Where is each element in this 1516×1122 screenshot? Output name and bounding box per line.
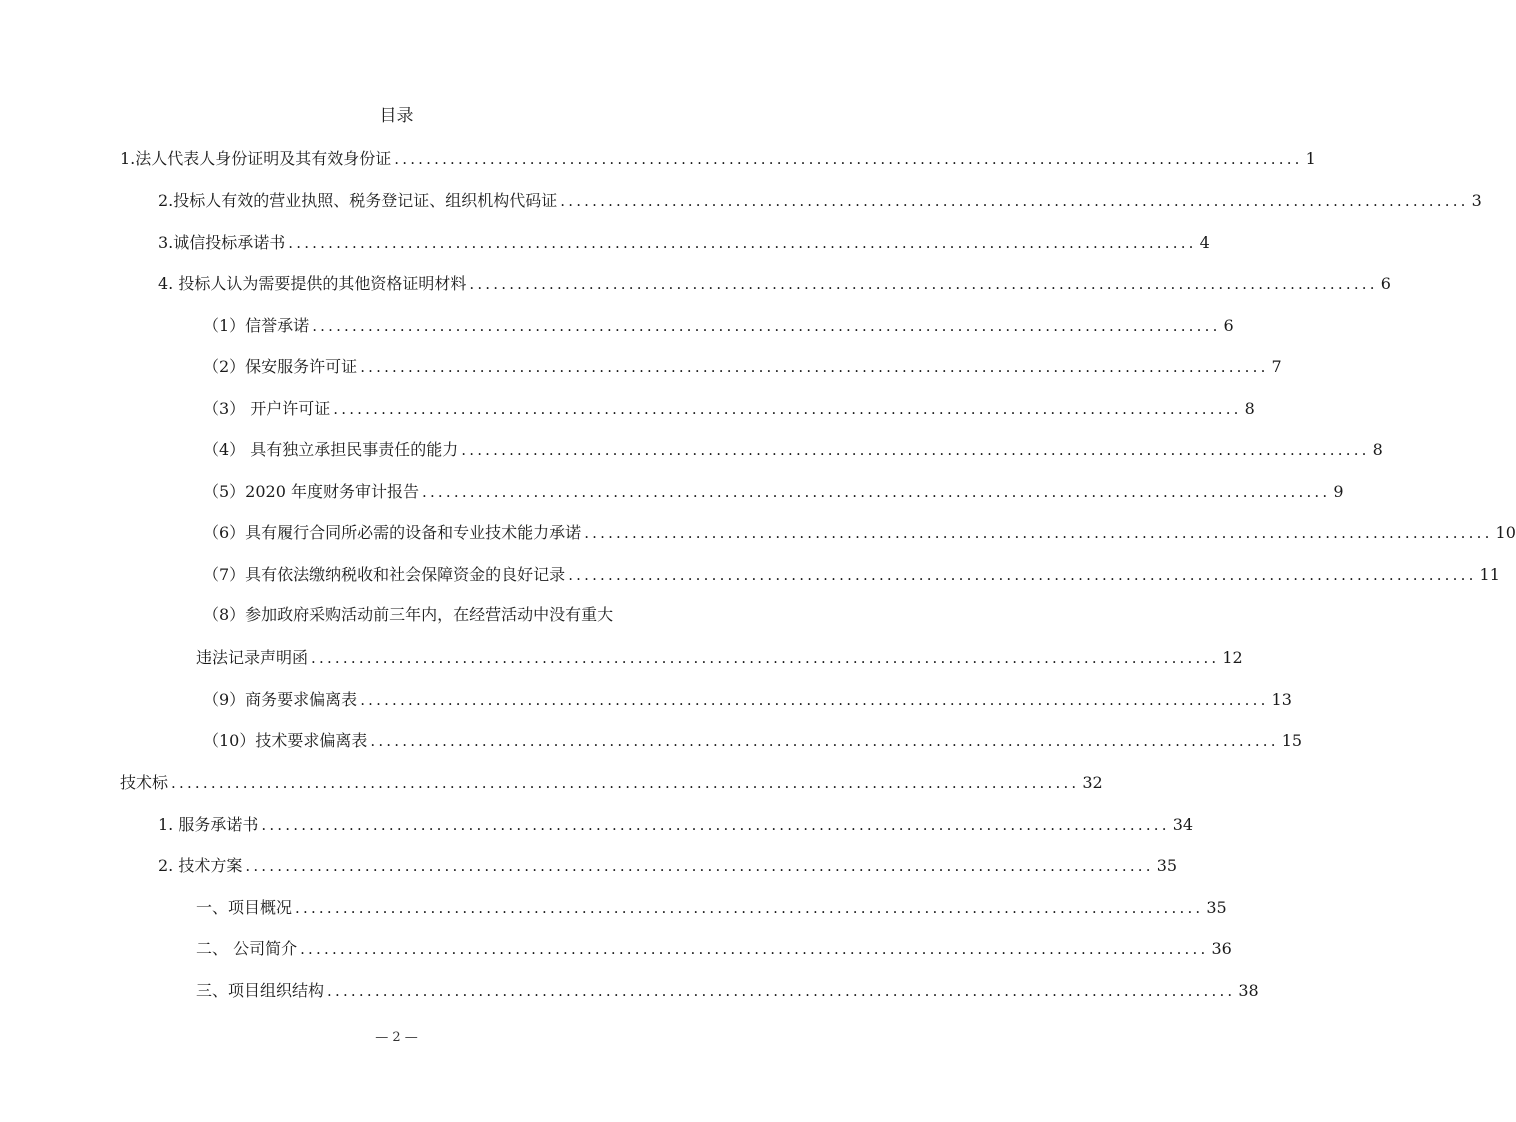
page-number: 11: [1479, 565, 1500, 584]
toc-label: 1.法人代表人身份证明及其有效身份证: [120, 149, 392, 168]
toc-entry-4-1[interactable]: [203, 313, 1234, 337]
dot-leader: ..................................................................................................................: [394, 150, 1303, 168]
toc-entry-4-3[interactable]: [203, 396, 1255, 420]
toc-label: 3.诚信投标承诺书: [158, 233, 286, 252]
dot-leader: ..................................................................................................................: [560, 192, 1469, 210]
page-number: 8: [1372, 440, 1383, 459]
toc-entry-project-overview[interactable]: [196, 895, 1227, 919]
page-number: 1: [1305, 149, 1316, 168]
toc-entry-1[interactable]: [120, 146, 1316, 170]
toc-title: 目录: [379, 106, 414, 126]
dot-leader: ..................................................................................................................: [171, 774, 1080, 792]
page-number: 8: [1244, 399, 1255, 418]
dot-leader: ..................................................................................................................: [461, 441, 1370, 459]
page-number: 12: [1222, 648, 1243, 667]
dot-leader: ..................................................................................................................: [327, 982, 1236, 1000]
page-number: 38: [1238, 981, 1259, 1000]
toc-entry-3[interactable]: [158, 230, 1210, 254]
page-number: 35: [1156, 856, 1178, 875]
toc-entry-4[interactable]: [158, 271, 1391, 295]
toc-label: 1. 服务承诺书: [158, 815, 259, 834]
page-number: 15: [1281, 731, 1303, 750]
page-number: 13: [1271, 690, 1292, 709]
page-number: 34: [1172, 815, 1194, 834]
page-number: 6: [1380, 274, 1391, 293]
toc-label: （10）技术要求偏离表: [203, 731, 368, 750]
dot-leader: ..................................................................................................................: [311, 649, 1220, 667]
dot-leader: ..................................................................................................................: [312, 317, 1221, 335]
toc-label: 4. 投标人认为需要提供的其他资格证明材料: [158, 274, 467, 293]
toc-label: （9）商务要求偏离表: [203, 690, 358, 709]
toc-label: （4） 具有独立承担民事责任的能力: [203, 440, 459, 459]
toc-entry-4-4[interactable]: [203, 437, 1383, 461]
dot-leader: ..................................................................................................................: [245, 857, 1154, 875]
toc-label: 技术标: [120, 773, 169, 792]
toc-label: （3） 开户许可证: [203, 399, 331, 418]
page-number: 7: [1271, 357, 1282, 376]
toc-entry-4-2[interactable]: [203, 354, 1282, 378]
toc-entry-4-8-line1[interactable]: [203, 604, 673, 628]
dot-leader: ..................................................................................................................: [295, 899, 1204, 917]
dot-leader: ..................................................................................................................: [584, 524, 1493, 542]
dot-leader: ..................................................................................................................: [422, 483, 1331, 501]
dot-leader: ..................................................................................................................: [370, 732, 1279, 750]
page-number: 10: [1495, 523, 1516, 542]
toc-entry-4-6[interactable]: [203, 520, 1516, 544]
page-number: 32: [1082, 773, 1103, 792]
toc-label: （6）具有履行合同所必需的设备和专业技术能力承诺: [203, 523, 582, 542]
page-number: 35: [1206, 898, 1227, 917]
toc-label: 2.投标人有效的营业执照、税务登记证、组织机构代码证: [158, 191, 558, 210]
toc-label: （7）具有依法缴纳税收和社会保障资金的良好记录: [203, 565, 566, 584]
page-number: 9: [1333, 482, 1344, 501]
dot-leader: ..................................................................................................................: [469, 275, 1378, 293]
toc-label: 2. 技术方案: [158, 856, 243, 875]
toc-label: （1）信誉承诺: [203, 316, 310, 335]
dot-leader: ..................................................................................................................: [288, 234, 1197, 252]
dot-leader: ..................................................................................................................: [300, 940, 1209, 958]
page-number: 3: [1471, 191, 1482, 210]
page-number: 6: [1223, 316, 1234, 335]
dot-leader: ..................................................................................................................: [261, 816, 1170, 834]
toc-entry-company-profile[interactable]: [196, 936, 1232, 960]
toc-entry-org-structure[interactable]: [196, 978, 1259, 1002]
toc-entry-2[interactable]: [158, 188, 1482, 212]
toc-entry-4-9[interactable]: [203, 687, 1292, 711]
toc-entry-4-8[interactable]: [196, 645, 1243, 669]
toc-entry-service-commitment[interactable]: [158, 812, 1194, 836]
dot-leader: ..................................................................................................................: [360, 691, 1269, 709]
page-footer: — 2 —: [375, 1030, 418, 1045]
toc-label: 一、项目概况: [196, 898, 293, 917]
dot-leader: ..................................................................................................................: [568, 566, 1477, 584]
toc-entry-technical-bid[interactable]: [120, 770, 1103, 794]
toc-label: 二、 公司简介: [196, 939, 298, 958]
toc-label: （8）参加政府采购活动前三年内，在经营活动中没有重大: [203, 605, 614, 624]
toc-entry-4-10[interactable]: [203, 728, 1303, 752]
toc-label: 三、项目组织结构: [196, 981, 325, 1000]
toc-label: （2）保安服务许可证: [203, 357, 358, 376]
page-number: 4: [1199, 233, 1210, 252]
toc-entry-4-5[interactable]: [203, 479, 1344, 503]
page-number: 36: [1211, 939, 1232, 958]
toc-entry-4-7[interactable]: [203, 562, 1500, 586]
toc-label: （5）2020 年度财务审计报告: [203, 482, 419, 501]
toc-entry-technical-plan[interactable]: [158, 853, 1178, 877]
dot-leader: ..................................................................................................................: [333, 400, 1242, 418]
dot-leader: ..................................................................................................................: [360, 358, 1269, 376]
toc-label: 违法记录声明函: [196, 648, 309, 667]
